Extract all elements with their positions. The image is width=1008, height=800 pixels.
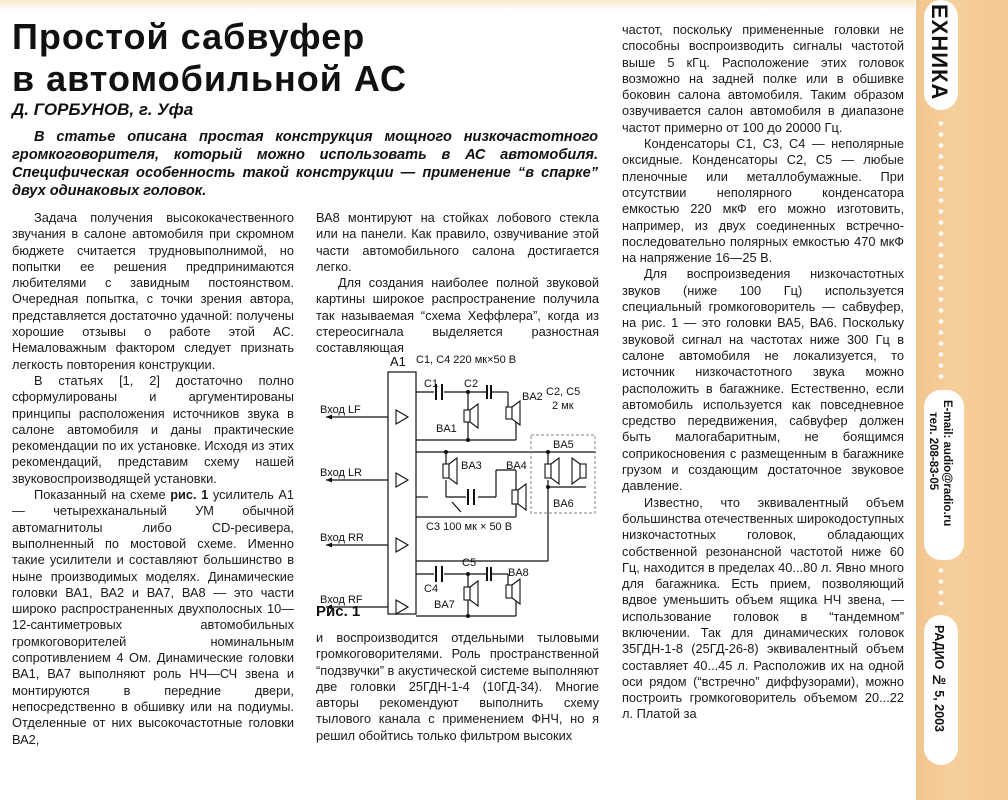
- label-ba8: BA8: [508, 567, 529, 579]
- cap-note-c3: С3 100 мк × 50 В: [426, 521, 513, 533]
- speaker-ba5-icon: [545, 464, 551, 478]
- issue-label: РАДИО № 5, 2003: [932, 625, 946, 732]
- paragraph: Для создания наиболее полной звуковой картины широкое распространение получила так называемая “схема Хеффлера”, когда из стереосигнала выделяется разностная составляющая: [316, 275, 599, 356]
- amp-channel-icon: [396, 600, 408, 614]
- label-ba3: BA3: [461, 460, 482, 472]
- paragraph: [12, 487, 294, 748]
- amplifier-block: [388, 372, 416, 614]
- figure-reference: рис. 1: [170, 487, 209, 503]
- input-label-lf: Вход LF: [320, 404, 361, 416]
- speaker-ba1-icon: [464, 410, 470, 422]
- paragraph: Конденсаторы С1, С3, С4 — неполярные оксидные. Конденсаторы С2, С5 — любые пленочные или металлобумажные. При отсутствии неполярного конденсатора емкостью 220 мкФ его можно изготовить, например, из двух соединенных встречно-последовательно полярных емкостью 470 мкФ на напряжение 16—25 В.: [622, 136, 904, 266]
- speaker-ba7-icon: [464, 587, 470, 600]
- article-author: Д. ГОРБУНОВ, г. Уфа: [12, 100, 194, 119]
- dotted-divider: [938, 118, 944, 380]
- paragraph-text: Показанный на схеме: [34, 487, 171, 503]
- input-label-rr: Вход RR: [320, 532, 364, 544]
- article-lead: [12, 128, 598, 200]
- label-c1: C1: [424, 378, 439, 390]
- paragraph: Для воспроизведения низкочастотных звуков (ниже 100 Гц) используется специальный громкоговоритель — сабвуфер, на рис. 1 — это головки ВА5, ВА6. Поскольку звуковой сигнал на частотах ниже 300 Гц в салоне автомобиля не локализуется, то источник низкочастотного звука можно расположить в багажнике. Естественно, если автомобиль используется как повседневное средство передвижения, сабвуфер должен быть малогабаритным, не боящимся соприкосновения с размещенным в багажнике грузом и создающим достаточное звуковое давление.: [622, 266, 904, 494]
- speaker-ba8-icon: [506, 585, 512, 598]
- contact-email: E-mail: audio@radio.ru: [941, 400, 953, 527]
- speaker-ba2-icon: [506, 407, 512, 419]
- label-c2: C2: [464, 378, 479, 390]
- cap-note-c2-c5-value: 2 мк: [552, 400, 574, 412]
- paragraph: Известно, что эквивалентный объем большинства отечественных широкодоступных низкочастотных головок, обладающих собственной резонансной частотой ниже 60 Гц, находится в пределах 40...80 л. Явно много для багажника. Есть прием, позволяющий вдвое уменьшить объем ящика НЧ звена, — использование головок в “тандемном” включении. Так для динамических головок 35ГДН-1-8 (25ГД-26-8) эквивалентный объем составляет 40...45 л. Расположив их на одной оси рядом (“встречно” диффузорами), можно построить громкоговоритель объемом 20...22 л. Платой за: [622, 494, 904, 722]
- speaker-ba4-icon: [512, 490, 518, 504]
- amp-channel-icon: [396, 473, 408, 487]
- text-column-2-bottom: [316, 630, 599, 744]
- text-column-3: [622, 22, 904, 723]
- speaker-ba1-cone: [470, 404, 478, 428]
- title-line-1: Простой сабвуфер: [12, 16, 366, 57]
- label-c5: C5: [462, 557, 477, 569]
- paragraph-text: усилитель А1 — четырехканальный УМ обычной автомагнитолы либо CD-ресивера, выполненный по мостовой схеме. Именно такие усилители и составляют большинство в ныне производимых моделях. Динамические головки ВА1, ВА2 и ВА7, ВА8 — это части широко распространенных двухполосных 10—12-сантиметровых автомобильных громкоговорителей номинальным сопротивлением 4 Ом. Динамические головки ВА1, ВА7 выполняют роль НЧ—СЧ звена и монтируются в передние двери, непосредственно в обшивку или на подиумы. Отделенные от них высокочастотные головки ВА2,: [12, 487, 294, 747]
- input-label-rf: Вход RF: [320, 594, 363, 606]
- amplifier-label: А1: [390, 354, 406, 369]
- figure-caption: Рис. 1: [316, 603, 361, 620]
- lead-text: В статье описана простая конструкция мощного низкочастотного громкоговорителя, который можно использовать в АС автомобиля. Специфическая особенность такой конструкции — применение “в спарке” двух одинаковых головок.: [12, 129, 598, 199]
- paragraph: частот, поскольку примененные головки не способны воспроизводить сигналы частотой выше 5 кГц. Расположение этих головок возможно на задней полке или в обшивке боковин салона автомобиля. Таким образом озвучивается салон автомобиля в диапазоне частот примерно от 100 до 20000 Гц.: [622, 22, 904, 135]
- paragraph: ВА8 монтируют на стойках лобового стекла или на панели. Как правило, озвучивание этой части автомобильного салона достигается легко.: [316, 210, 599, 274]
- label-ba5: BA5: [553, 439, 574, 451]
- input-label-lr: Вход LR: [320, 467, 363, 479]
- cap-note-c1-c4: С1, С4 220 мк×50 В: [416, 354, 517, 366]
- amp-channel-icon: [396, 538, 408, 552]
- amp-channel-icon: [396, 410, 408, 424]
- cap-note-c2-c5: С2, С5: [546, 386, 581, 398]
- paragraph: В статьях [1, 2] достаточно полно сформулированы и аргументированы принципы расположения источников звука в салоне автомобиля и даны практические рекомендации по их установке. Исходя из этих рекомендаций, представим схему нашей звуковоспроизводящей установки.: [12, 372, 294, 486]
- article-title: [12, 16, 592, 100]
- paragraph: и воспроизводится отдельными тыловыми громкоговорителями. Роль пространственной “подзвучки” в акустической системе выполняют две головки 25ГДН-1-4 (10ГД-34). Многие авторы рекомендуют выполнить схему тылового канала с применением ФНЧ, но я решил обойтись только фильтром высоких: [316, 630, 599, 743]
- text-column-1: [12, 210, 294, 748]
- contact-phone: тел. 208-83-05: [927, 412, 939, 491]
- text-column-2-top: [316, 210, 599, 357]
- label-ba1: BA1: [436, 423, 457, 435]
- label-ba7: BA7: [434, 599, 455, 611]
- label-ba4: BA4: [506, 460, 527, 472]
- speaker-ba3-icon: [443, 464, 449, 478]
- circuit-schematic-figure: [316, 352, 606, 624]
- dotted-divider: [938, 565, 944, 605]
- title-line-2: в автомобильной АС: [12, 58, 407, 99]
- section-label: ЕХНИКА: [927, 4, 952, 101]
- speaker-ba6-icon: [580, 464, 586, 478]
- paragraph: Задача получения высококачественного звучания в салоне автомобиля при скромном бюджете считается трудновыполнимой, но попытки ее решения предпринимаются любителями с завидным постоянством. Очередная попытка, с точки зрения автора, представляется достаточно удачной: получены хорошие отзывы о работе этой АС. Немаловажным фактором следует признать легкость повторения конструкции.: [12, 210, 294, 372]
- label-c4: C4: [424, 583, 439, 595]
- label-ba2: BA2: [522, 391, 543, 403]
- top-color-band: [0, 0, 915, 10]
- label-ba6: BA6: [553, 498, 574, 510]
